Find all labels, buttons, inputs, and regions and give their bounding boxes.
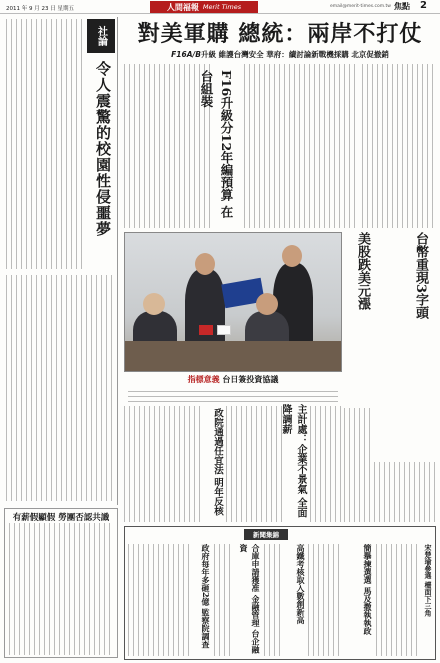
photo-figure-head <box>282 245 302 267</box>
lead-story-body-right <box>244 64 358 228</box>
news-item-1-headline: 政府每年多砸2億 監察院調查 <box>201 544 211 649</box>
us-stocks-headline: 美股跌美元漲 <box>355 232 370 310</box>
flag-icon <box>199 325 213 335</box>
f16-story-headline: F16升級分12年編預算 在台組裝 <box>199 70 234 219</box>
photo-figure <box>185 269 225 349</box>
photo-caption <box>124 374 342 386</box>
issue-date: 2011 年 9 月 23 日 星期五 <box>6 6 74 12</box>
editorial-title: 令人震驚的校園性侵噩夢 <box>94 61 112 237</box>
sidebar-story-title: 有薪假顯假 勞團否認共識 <box>12 513 110 523</box>
photo-caption-body <box>128 388 338 402</box>
twd-headline: 台幣重現3字頭 <box>413 232 428 320</box>
news-item-3-headline: 高鐵考核取入數創新高 <box>296 544 306 624</box>
news-roundup-body-5 <box>376 544 418 656</box>
news-item-2-headline: 合庫申請獲准 金融管理 台企融資 <box>239 544 261 654</box>
us-stocks-body-upper <box>344 408 372 522</box>
editorial-body-text-lower <box>6 275 114 501</box>
photo-figure-head <box>195 253 215 275</box>
us-stocks-body <box>374 462 436 522</box>
sub-headline-text: 升級 維護台灣安全 華府：續討論新戰機採購 北京促撤銷 <box>200 50 389 59</box>
page-number: 2 <box>420 0 427 11</box>
middle-story-b-body <box>310 406 342 522</box>
photo-caption-mark: 指標意義 <box>187 375 220 384</box>
contact-email: email@merit-times.com.tw <box>330 4 391 9</box>
main-headline: 對美軍購 總統：兩岸不打仗 <box>137 20 423 47</box>
signing-ceremony-photo <box>124 232 342 372</box>
masthead <box>0 0 440 14</box>
flag-icon <box>217 325 231 335</box>
middle-story-a-body <box>226 406 282 522</box>
logo-english: Merit Times <box>202 3 242 11</box>
news-item-5-headline: 宋楚瑜參選 檯面下三角 <box>424 544 433 617</box>
news-roundup-body-4 <box>308 544 342 656</box>
editorial-column <box>4 17 118 505</box>
sidebar-story-body <box>9 523 113 655</box>
logo-chinese: 人間福報 <box>166 2 199 12</box>
news-roundup-body-3 <box>264 544 282 656</box>
news-roundup-tag: 新聞集錦 <box>244 529 288 540</box>
photo-table <box>125 341 342 372</box>
sub-headline-prefix: F16A/B <box>171 50 201 59</box>
middle-left-body <box>124 406 200 522</box>
news-roundup-body-2 <box>214 544 230 656</box>
news-roundup-body-1 <box>128 544 192 656</box>
photo-figure-head <box>143 293 165 315</box>
sub-headline <box>124 49 436 61</box>
news-item-4-headline: 簡擧揀選選 馬及撒執執政 <box>363 544 373 635</box>
newspaper-logo <box>150 1 258 13</box>
sidebar-story <box>4 508 118 658</box>
middle-story-a-headline: 政院通過任宜法 明年反核 <box>212 408 223 516</box>
editorial-tag: 社論 <box>87 19 115 53</box>
right-column-body <box>362 64 436 228</box>
photo-figure-head <box>256 293 278 315</box>
section-name: 焦點 <box>394 2 410 11</box>
photo-caption-text: 台日簽投資協議 <box>219 375 279 384</box>
editorial-body-text <box>6 19 86 269</box>
middle-story-b-headline: 主計處：企業不景氣 全面降調薪 <box>280 404 306 518</box>
